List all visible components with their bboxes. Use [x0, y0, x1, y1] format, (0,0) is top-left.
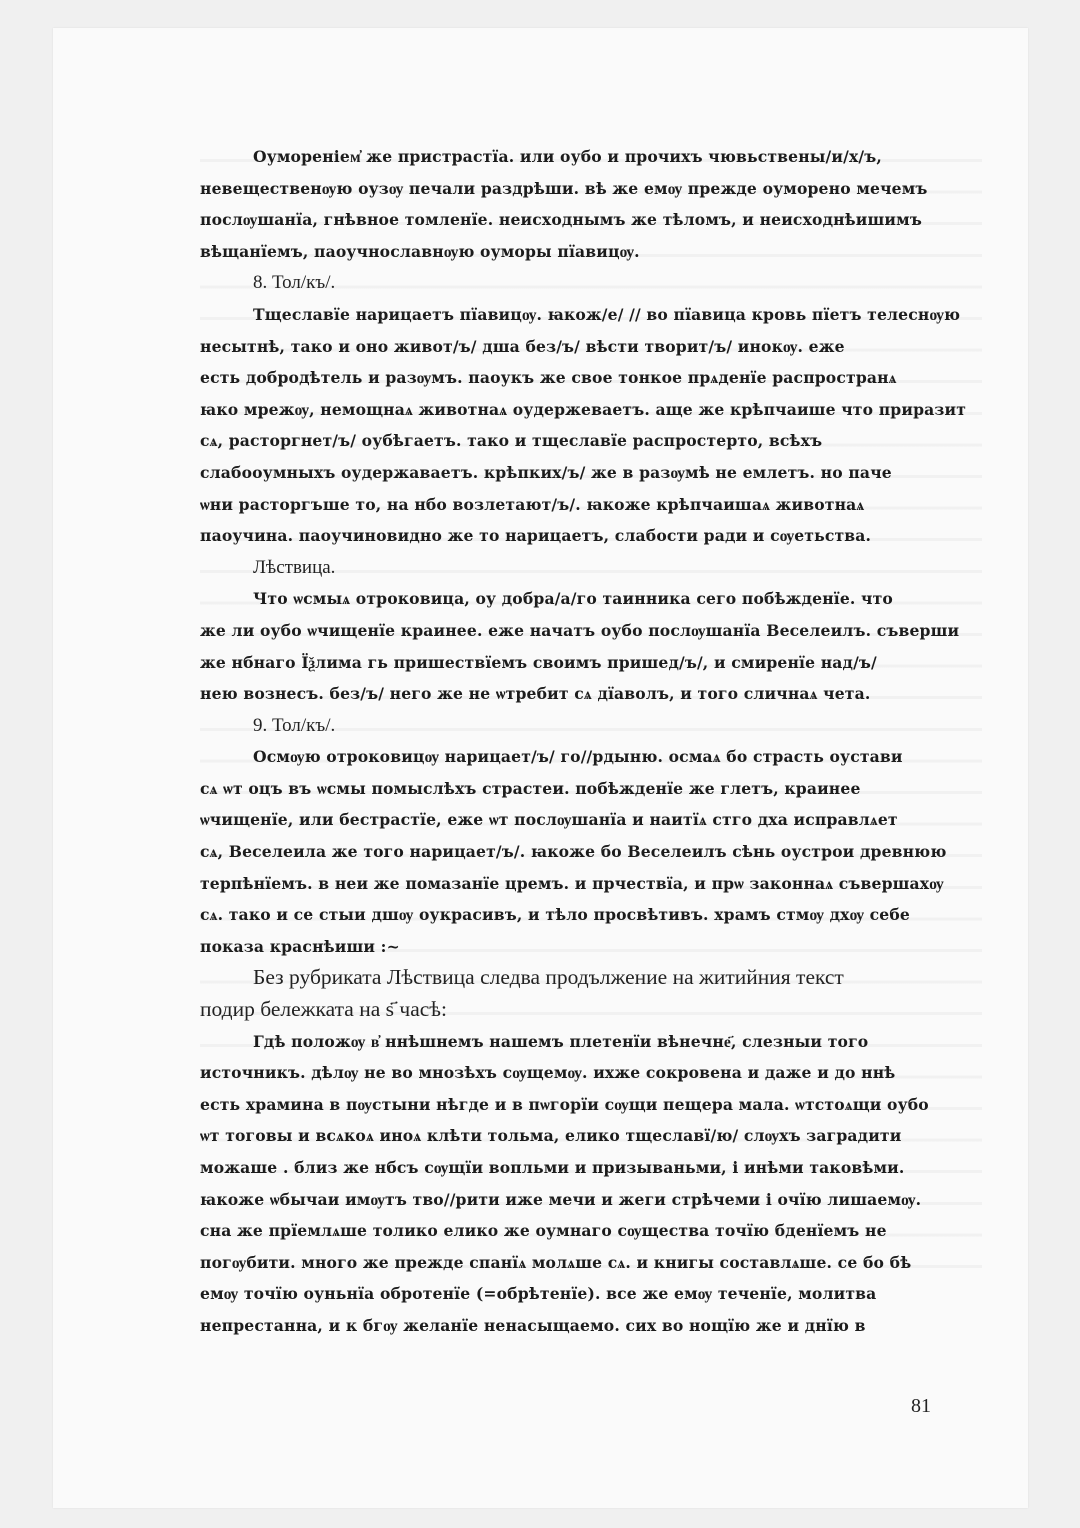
church-slavonic-text-line: Осмѹю отроковицѹ нарицает/ъ/ го//рдыню. осмаѧ бо страсть оустави — [253, 747, 903, 767]
church-slavonic-text-line: есть храмина в пѹстыни нѣгде и в пѡгорїи сѹщи пещера мала. ѡтстоѧщи оубо — [200, 1094, 929, 1114]
church-slavonic-text-line: Что ѡсмыѧ отроковица, оу добра/а/го таинника сего побѣжденїе. что — [253, 589, 893, 609]
page-text-body — [200, 141, 982, 1342]
church-slavonic-text-line: погѹбити. много же прежде спанїѧ молѧше сѧ. и книгы составлѧше. се бо бѣ — [200, 1252, 912, 1272]
church-slavonic-text-line: емѹ точїю оуньнїа обротенїе (=обрѣтенїе). все же емѹ теченїе, молитва — [200, 1284, 877, 1304]
church-slavonic-text-line: Гдѣ положѹ в҆ ннѣшнемъ нашемъ плетенїи вѣнечне҃, слезныи того — [253, 1031, 869, 1051]
church-slavonic-text-line: же нбнаго Їѯлима гь пришествїемъ своимъ пришед/ъ/, и смиренїе над/ъ/ — [200, 652, 877, 672]
church-slavonic-text-line: сѧ. тако и се стыи дшѹ оукрасивъ, и тѣло просвѣтивъ. храмъ стмѹ дхѹ себе — [200, 905, 910, 925]
editorial-note-line: подир бележката на ѕ҃ часѣ: — [200, 997, 447, 1022]
church-slavonic-text-line: источникъ. дѣлѹ не во мнозѣхъ сѹщемѹ. ихже сокровена и даже и до ннѣ — [200, 1063, 896, 1083]
church-slavonic-text-line: вѣщанїемъ, паоучнославнѹю оуморы пїавицѹ. — [200, 241, 640, 261]
church-slavonic-text-line: нею вознесъ. без/ъ/ него же не ѡтребит сѧ дїаволъ, и того сличнаѧ чета. — [200, 684, 871, 704]
church-slavonic-text-line: же ли оубо ѡчищенїе краинее. еже начатъ оубо послѹшанїа Веселеилъ. съверши — [200, 620, 960, 640]
church-slavonic-text-line: показа краснѣиши :~ — [200, 936, 400, 956]
church-slavonic-text-line: невещественѹю оузѹ печали раздрѣши. вѣ же емѹ прежде оуморено мечемъ — [200, 178, 928, 198]
church-slavonic-text-line: Оумореніем҆ же пристрастїа. или оубо и прочихъ чювьствены/и/х/ъ, — [253, 147, 882, 166]
church-slavonic-text-line: ꙗко мрежѹ, немощнаѧ животнаѧ оудержеваетъ. аще же крѣпчаише что приразит — [200, 399, 966, 419]
church-slavonic-text-line: ꙗкоже ѡбычаи имѹтъ тво//рити иже мечи и жеги стрѣчеми і очїю лишаемѹ. — [200, 1189, 922, 1209]
church-slavonic-text-line: терпѣнїемъ. в неи же помазанїе цремъ. и прчествїа, и прѡ законнаѧ съвершахѹ — [200, 873, 944, 893]
section-heading: 8. Тол/къ/. — [253, 272, 336, 294]
church-slavonic-text-line: Тщеславїе нарицаетъ пїавицѹ. ꙗкож/е/ // во пїавица кровь пїетъ телеснѹю — [253, 304, 961, 324]
church-slavonic-text-line: непрестанна, и к бгѹ желанїе ненасыщаемо. сих во нощїю же и днїю в — [200, 1315, 866, 1335]
section-heading: 9. Тол/къ/. — [253, 714, 336, 736]
church-slavonic-text-line: ѡчищенїе, или бестрастїе, еже ѡт послѹшанїа и наитїѧ стго дха исправлѧет — [200, 810, 898, 830]
church-slavonic-text-line: послѹшанїа, гнѣвное томленїе. неисходнымъ же тѣломъ, и неисходнѣишимъ — [200, 210, 922, 230]
section-heading: Лѣствица. — [253, 556, 336, 578]
church-slavonic-text-line: есть добродѣтель и разѹмъ. паоукъ же свое тонкое прѧденїе распространѧ — [200, 368, 897, 388]
church-slavonic-text-line: несытнѣ, тако и оно живот/ъ/ дша без/ъ/ вѣсти творит/ъ/ инокѹ. еже — [200, 336, 845, 356]
church-slavonic-text-line: ѡни расторгъше то, на нбо возлетают/ъ/. ꙗкоже крѣпчаишаѧ животнаѧ — [200, 494, 865, 514]
church-slavonic-text-line: можаше . близ же нбсъ сѹщїи вопльми и призываньми, і инѣми таковѣми. — [200, 1158, 905, 1177]
editorial-note-line: Без рубриката Лѣствица следва продължение на житийния текст — [253, 965, 844, 990]
church-slavonic-text-line: слабооумныхъ оудержаваетъ. крѣпких/ъ/ же в разѹмѣ не емлетъ. но паче — [200, 462, 892, 482]
church-slavonic-text-line: сѧ, расторгнет/ъ/ оубѣгаетъ. тако и тщеславїе распростерто, всѣхъ — [200, 431, 823, 451]
church-slavonic-text-line: сна же прїемлѧше толико елико же оумнаго сѹщества точїю бденїемъ не — [200, 1221, 887, 1241]
church-slavonic-text-line: сѧ ѡт оцъ въ ѡсмы помыслѣхъ страстеи. побѣжденїе же глетъ, краинее — [200, 778, 861, 798]
church-slavonic-text-line: паоучина. паоучиновидно же то нарицаетъ, слабости ради и сѹетьства. — [200, 526, 872, 546]
page-number: 81 — [911, 1395, 931, 1417]
church-slavonic-text-line: ѡт тоговы и всѧкоѧ иноѧ клѣти тольма, елико тщеславї/ю/ слѹхъ заградити — [200, 1126, 902, 1146]
church-slavonic-text-line: сѧ, Веселеила же того нарицает/ъ/. ꙗкоже бо Веселеилъ сѣнь оустрои древнюю — [200, 842, 947, 862]
book-page — [53, 28, 1028, 1508]
